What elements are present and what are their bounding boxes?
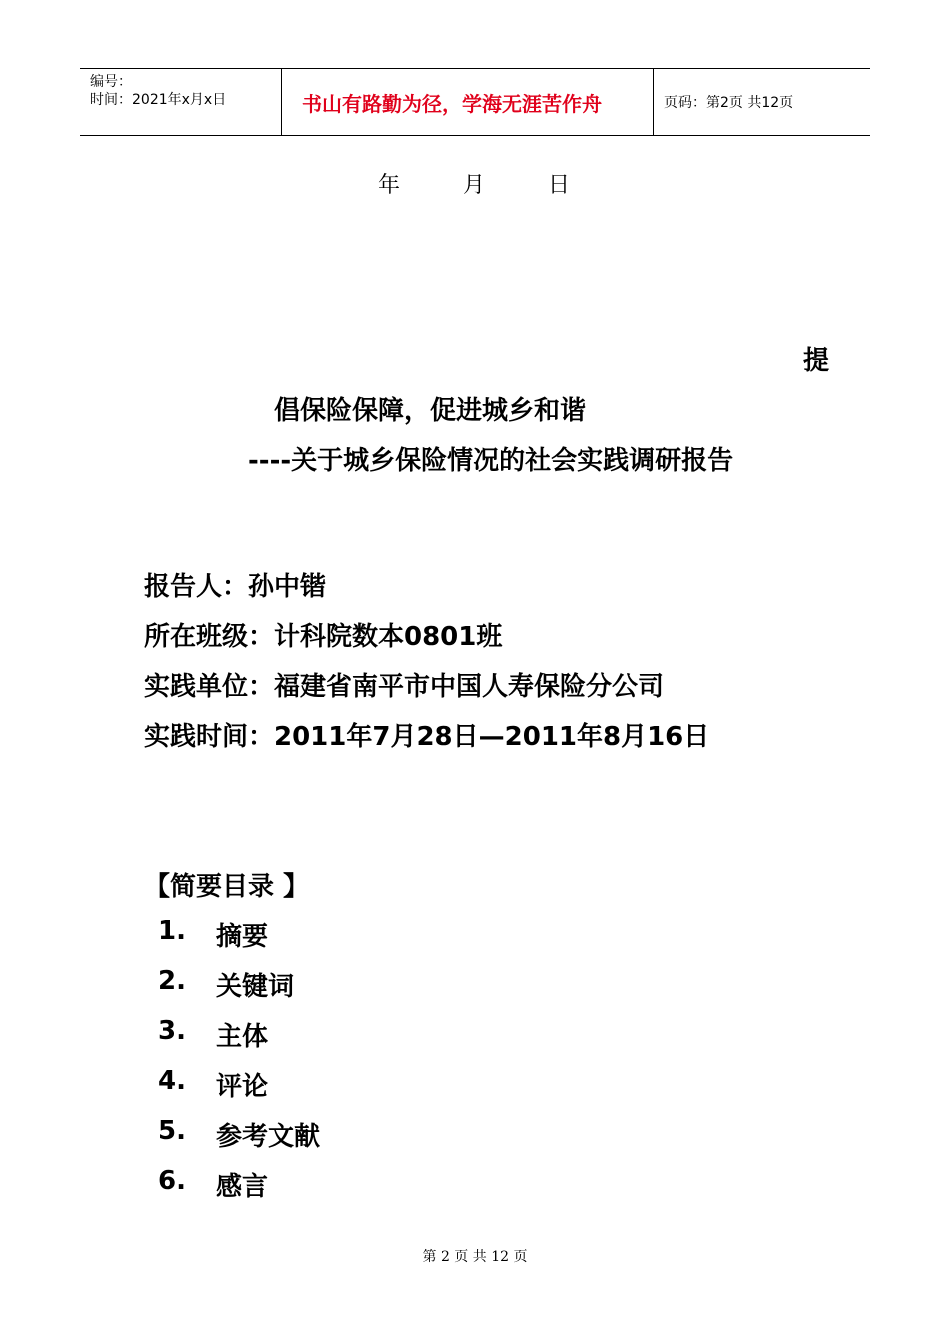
- header-page-cell: [654, 69, 870, 135]
- date-day: 日: [548, 173, 573, 198]
- time-line: 实践时间：2011年7月28日—2011年8月16日: [144, 722, 710, 752]
- toc-item-number: 5.: [158, 1116, 186, 1146]
- header-motto-cell: [282, 69, 654, 135]
- toc-item-label: 感言: [216, 1172, 269, 1202]
- report-subtitle: ----关于城乡保险情况的社会实践调研报告: [248, 446, 734, 476]
- toc-item: [158, 1166, 268, 1203]
- time-label: 时间：2021年x月x日: [90, 92, 227, 108]
- title-first-char: 提: [803, 346, 830, 376]
- date-line: [0, 168, 950, 199]
- page-footer: 第 2 页 共 12 页: [422, 1249, 528, 1265]
- toc-item: [158, 1066, 268, 1103]
- motto-text: 书山有路勤为径，学海无涯苦作舟: [302, 91, 602, 116]
- toc-item: [158, 916, 268, 953]
- toc-item-label: 参考文献: [216, 1122, 321, 1152]
- toc-item: [158, 1016, 268, 1053]
- report-title: 倡保险保障，促进城乡和谐: [274, 396, 587, 426]
- page-info: 页码：第2页 共12页: [664, 95, 794, 111]
- toc-item-label: 关键词: [216, 972, 295, 1002]
- toc-item-label: 主体: [216, 1022, 269, 1052]
- toc-item: [158, 1116, 320, 1153]
- toc-item-label: 摘要: [216, 922, 269, 952]
- toc-item-number: 2.: [158, 966, 186, 996]
- toc-item-number: 1.: [158, 916, 186, 946]
- unit-line: 实践单位：福建省南平市中国人寿保险分公司: [144, 672, 665, 702]
- reporter-line: 报告人：孙中锴: [144, 572, 327, 602]
- page-header: [80, 68, 870, 136]
- toc-item-label: 评论: [216, 1072, 269, 1102]
- class-line: 所在班级：计科院数本0801班: [144, 622, 503, 652]
- date-year: 年: [377, 173, 402, 198]
- toc-item-number: 6.: [158, 1166, 186, 1196]
- toc-heading: 【简要目录 】: [144, 872, 310, 902]
- toc-item: [158, 966, 294, 1003]
- date-month: 月: [462, 173, 487, 198]
- toc-item-number: 3.: [158, 1016, 186, 1046]
- header-meta-cell: [80, 69, 282, 135]
- toc-item-number: 4.: [158, 1066, 186, 1096]
- code-label: 编号：: [90, 74, 132, 90]
